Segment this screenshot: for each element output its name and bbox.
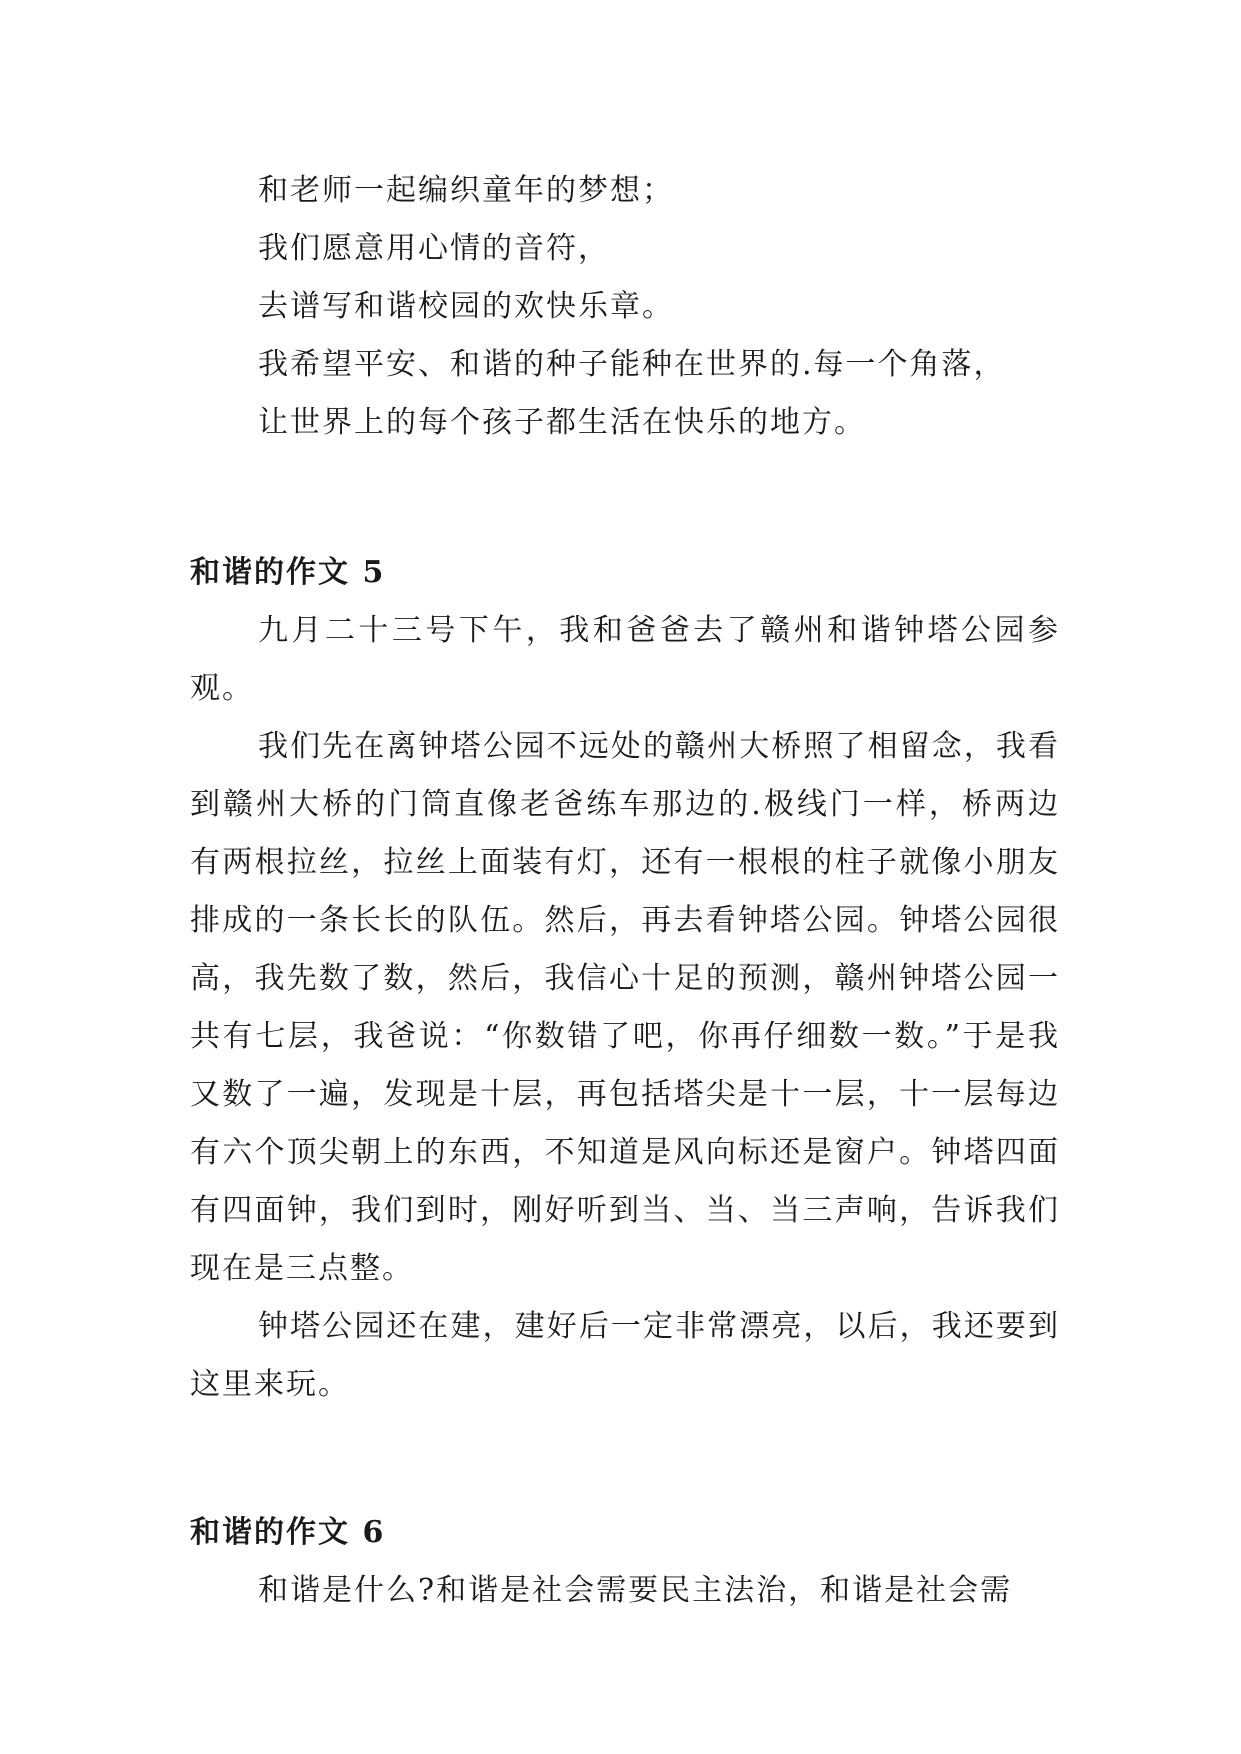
poem-line: 让世界上的每个孩子都生活在快乐的地方。 <box>258 405 866 440</box>
section-6 <box>190 1504 1060 1620</box>
poem-line: 我希望平安、和谐的种子能种在世界的.每一个角落， <box>258 347 1006 382</box>
section-heading: 和谐的作文 6 <box>190 1515 386 1550</box>
paragraph: 和谐是什么?和谐是社会需要民主法治，和谐是社会需 <box>258 1573 1013 1608</box>
poem-line: 我们愿意用心情的音符， <box>258 231 610 266</box>
paragraph: 钟塔公园还在建，建好后一定非常漂亮，以后，我还要到这里来玩。 <box>190 1309 1060 1402</box>
spacer <box>190 452 1060 544</box>
document-body <box>190 162 1060 1620</box>
poem-line: 和老师一起编织童年的梦想； <box>258 173 674 208</box>
poem-block <box>190 162 1060 452</box>
spacer <box>190 1414 1060 1504</box>
poem-line: 去谱写和谐校园的欢快乐章。 <box>258 289 674 324</box>
paragraph: 九月二十三号下午，我和爸爸去了赣州和谐钟塔公园参观。 <box>190 613 1060 706</box>
paragraph: 我们先在离钟塔公园不远处的赣州大桥照了相留念，我看到赣州大桥的门筒直像老爸练车那边的.极线门一样，桥两边有两根拉丝，拉丝上面装有灯，还有一根根的柱子就像小朋友排成的一条长长的队伍。然后，再去看钟塔公园。钟塔公园很高，我先数了数，然后，我信心十足的预测，赣州钟塔公园一共有七层，我爸说：“你数错了吧，你再仔细数一数。”于是我又数了一遍，发现是十层，再包括塔尖是十一层，十一层每边有六个顶尖朝上的东西，不知道是风向标还是窗户。钟塔四面有四面钟，我们到时，刚好听到当、当、当三声响，告诉我们现在是三点整。 <box>190 729 1060 1286</box>
section-heading: 和谐的作文 5 <box>190 555 386 590</box>
section-5 <box>190 544 1060 1414</box>
